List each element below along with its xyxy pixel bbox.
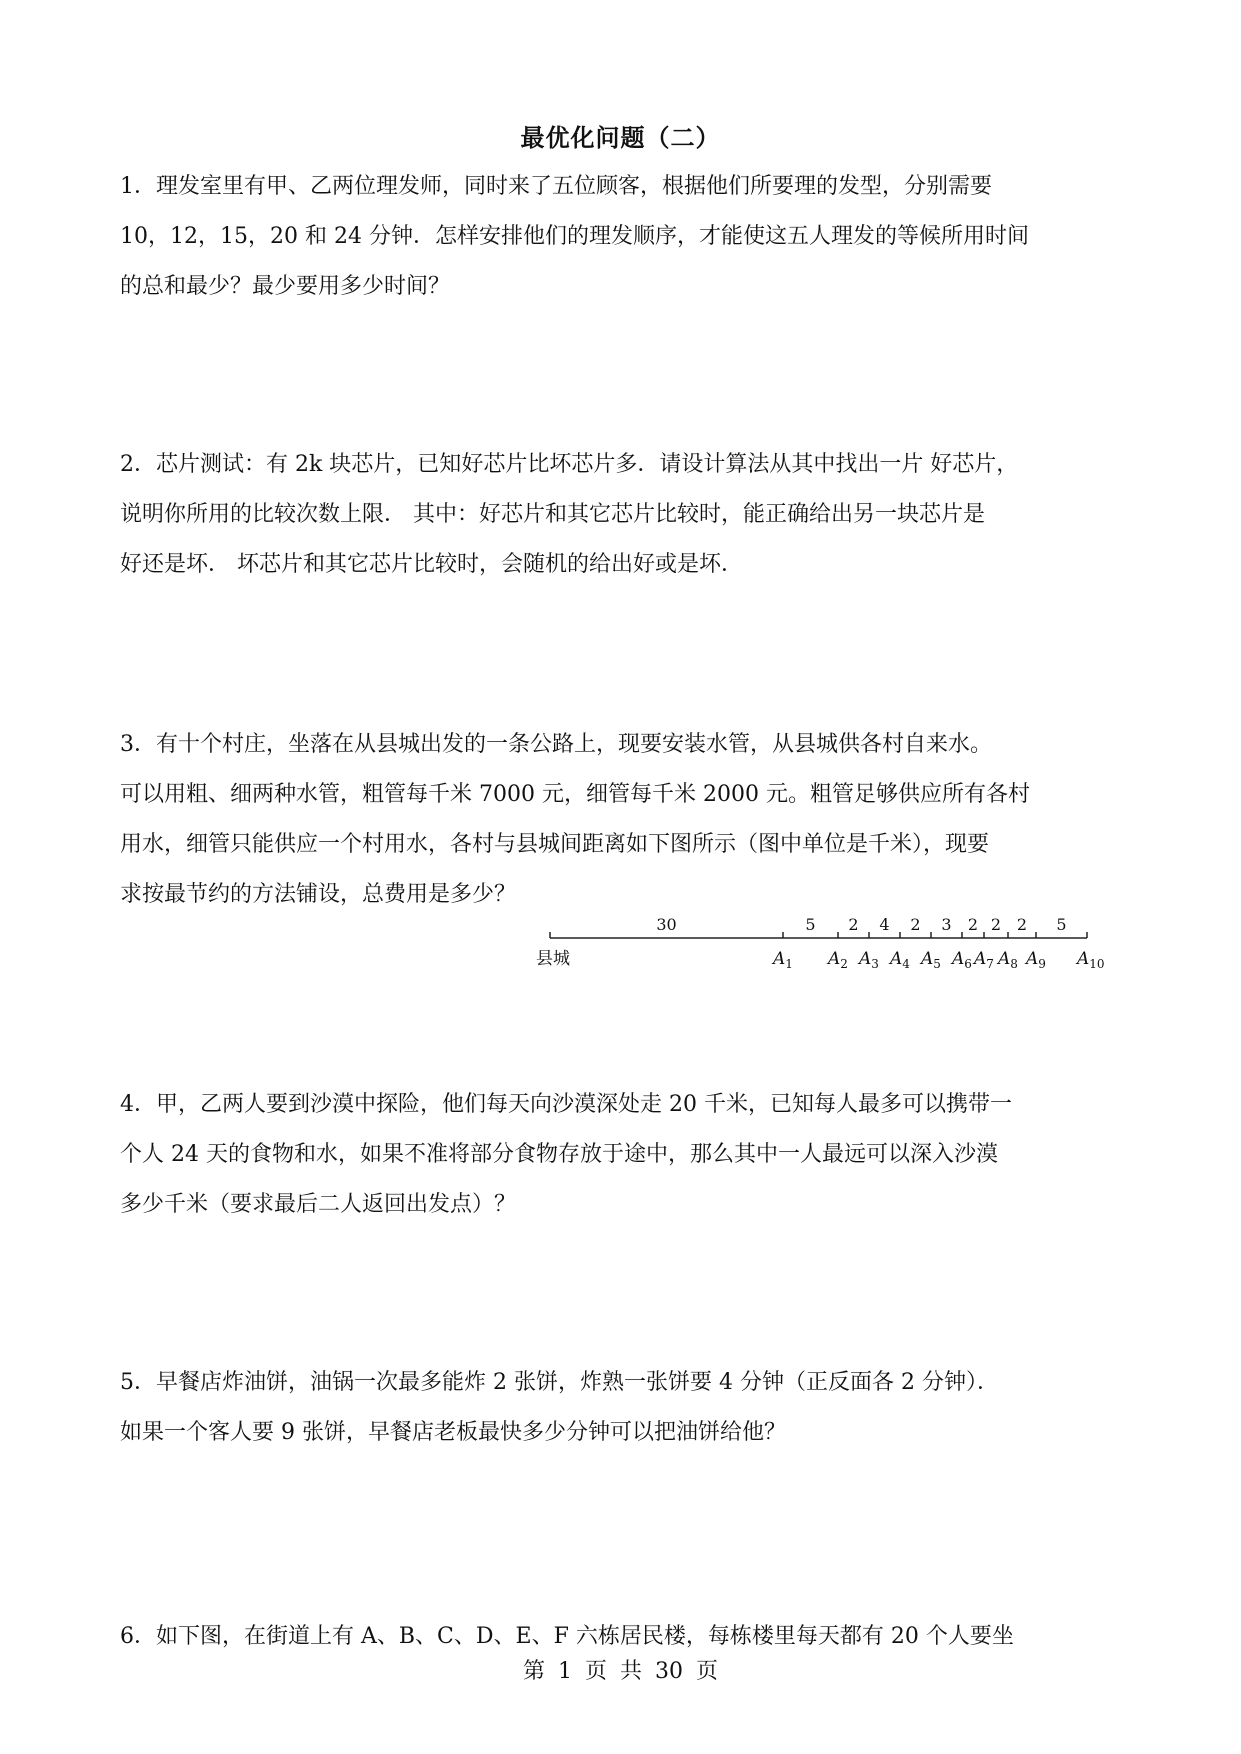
village-subscript: 9	[1038, 957, 1046, 971]
problem-3-line-2: 可以用粗、细两种水管，粗管每千米 7000 元，细管每千米 2000 元。粗管足够供应所有各村	[120, 782, 1030, 807]
segment-distance-label: 2	[990, 915, 1002, 934]
problem-5	[120, 1358, 1130, 1458]
problem-1-line-2: 10，12，15，20 和 24 分钟．怎样安排他们的理发顺序，才能使这五人理发的等候所用时间	[120, 224, 1029, 249]
village-label: $A_2$	[828, 949, 848, 971]
village-label: $A_{10}$	[1077, 949, 1105, 971]
village-label: $A_8$	[998, 949, 1018, 971]
segment-distance-label: 30	[656, 915, 677, 934]
problem-3-line-1: 3．有十个村庄，坐落在从县城出发的一条公路上，现要安装水管，从县城供各村自来水。	[120, 732, 993, 757]
problem-1	[120, 162, 1130, 312]
village-subscript: 3	[871, 957, 879, 971]
village-subscript: 8	[1010, 957, 1018, 971]
village-subscript: 5	[933, 957, 941, 971]
village-label: $A_7$	[974, 949, 994, 971]
segment-distance-label: 2	[1016, 915, 1028, 934]
problem-5-line-1: 5．早餐店炸油饼，油锅一次最多能炸 2 张饼，炸熟一张饼要 4 分钟（正反面各 2 分钟）．	[120, 1370, 999, 1395]
segment-distance-label: 4	[879, 915, 890, 934]
problem-4-line-1: 4．甲，乙两人要到沙漠中探险，他们每天向沙漠深处走 20 千米，已知每人最多可以携带一	[120, 1092, 1012, 1117]
problem-2-line-3: 好还是坏． 坏芯片和其它芯片比较时，会随机的给出好或是坏．	[120, 552, 743, 577]
village-label: $A_3$	[859, 949, 879, 971]
problem-2-line-1: 2．芯片测试：有 2k 块芯片，已知好芯片比坏芯片多．请设计算法从其中找出一片 好芯片，	[120, 452, 1019, 477]
village-label: $A_6$	[952, 949, 972, 971]
segment-distance-label: 5	[805, 915, 816, 934]
segment-distance-label: 2	[848, 915, 859, 934]
village-subscript: 4	[902, 957, 910, 971]
village-distance-figure	[520, 910, 1140, 980]
segment-distance-label: 3	[941, 915, 952, 934]
problem-4-line-2: 个人 24 天的食物和水，如果不准将部分食物存放于途中，那么其中一人最远可以深入沙漠	[120, 1142, 998, 1167]
problem-1-line-1: 1．理发室里有甲、乙两位理发师，同时来了五位顾客，根据他们所要理的发型，分别需要	[120, 174, 993, 199]
problem-2-line-2: 说明你所用的比较次数上限． 其中：好芯片和其它芯片比较时，能正确给出另一块芯片是	[120, 502, 985, 527]
village-subscript: 7	[986, 957, 994, 971]
problem-3-line-4: 求按最节约的方法铺设，总费用是多少？	[120, 882, 517, 907]
page-footer: 第 1 页 共 30 页	[523, 1659, 718, 1684]
segment-distance-label: 2	[910, 915, 921, 934]
problem-2	[120, 440, 1130, 590]
problem-1-line-3: 的总和最少？最少要用多少时间？	[120, 274, 451, 299]
village-subscript: 2	[840, 957, 848, 971]
problem-3-line-3: 用水，细管只能供应一个村用水，各村与县城间距离如下图所示（图中单位是千米），现要	[120, 832, 990, 857]
county-town-label: 县城	[536, 949, 570, 969]
village-subscript: 1	[785, 957, 793, 971]
segment-distance-label: 2	[967, 915, 979, 934]
village-subscript: 6	[964, 957, 972, 971]
segment-distance-label: 5	[1056, 915, 1067, 934]
problem-6-line-1: 6．如下图，在街道上有 A、B、C、D、E、F 六栋居民楼，每栋楼里每天都有 20 个人要坐	[120, 1624, 1014, 1649]
village-label: $A_1$	[773, 949, 793, 971]
problem-5-line-2: 如果一个客人要 9 张饼，早餐店老板最快多少分钟可以把油饼给他？	[120, 1420, 786, 1445]
problem-3	[120, 720, 1130, 920]
page-title: 最优化问题（二）	[520, 123, 721, 152]
problem-4	[120, 1080, 1130, 1230]
village-label: $A_4$	[890, 949, 910, 971]
village-label: $A_5$	[921, 949, 941, 971]
problem-4-line-3: 多少千米（要求最后二人返回出发点）？	[120, 1192, 517, 1217]
village-label: $A_9$	[1026, 949, 1046, 971]
village-subscript: 10	[1089, 957, 1105, 971]
